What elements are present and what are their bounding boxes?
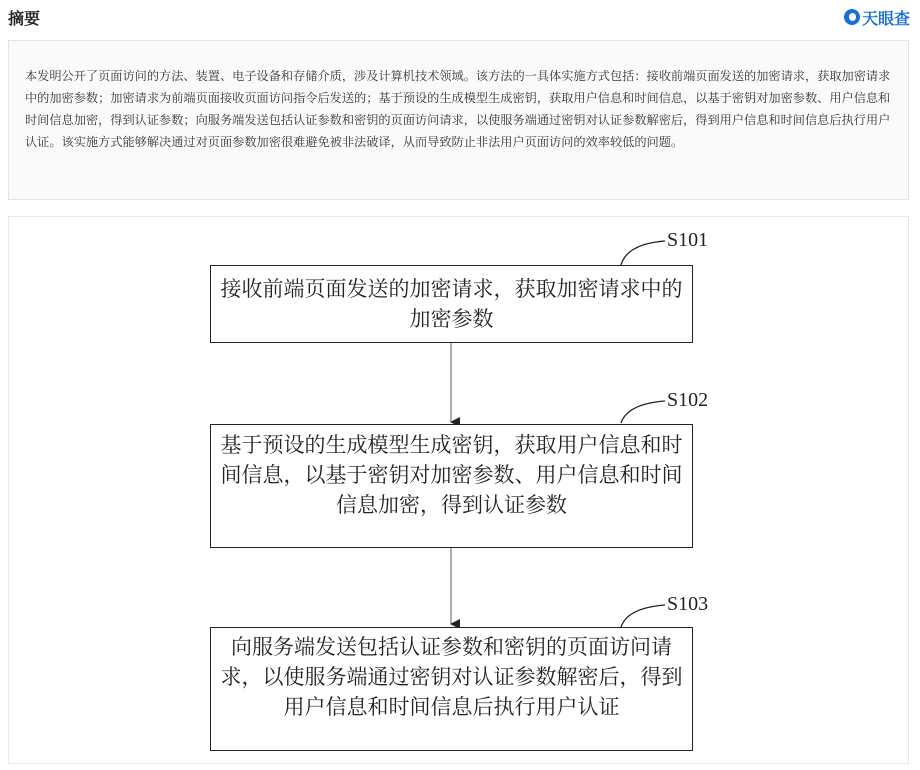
leader-s101 [621, 241, 665, 265]
step-label-s101: S101 [667, 229, 709, 251]
step-label-s102: S102 [667, 389, 709, 411]
abstract-text: 本发明公开了页面访问的方法、装置、电子设备和存储介质，涉及计算机技术领域。该方法的一具体实施方式包括：接收前端页面发送的加密请求，获取加密请求中的加密参数；加密请求为前端页面接收页面访问指令后发送的；基于预设的生成模型生成密钥，获取用户信息和时间信息，以基于密钥对加密参数、用户信息和时间信息加密，得到认证参数；向服务端发送包括认证参数和密钥的页面访问请求，以使服务端通过密钥对认证参数解密后，得到用户信息和时间信息后执行用户认证。该实施方式能够解决通过对页面参数加密很难避免被非法破译，从而导致防止非法用户页面访问的效率较低的问题。 [25, 69, 891, 149]
tianyancha-logo[interactable] [844, 6, 910, 28]
page-header [0, 0, 920, 34]
abstract-title: 摘要 [8, 9, 41, 28]
leader-s103 [621, 605, 665, 627]
step-box-s101 [210, 265, 693, 343]
abstract-box [8, 40, 909, 200]
patent-figure [8, 216, 909, 764]
step-box-s103 [210, 627, 693, 751]
step-text-s103: 向服务端发送包括认证参数和密钥的页面访问请求，以使服务端通过密钥对认证参数解密后，得到用户信息和时间信息后执行用户认证 [220, 635, 683, 719]
step-box-s102 [210, 424, 693, 548]
logo-text: 天眼查 [861, 8, 910, 28]
step-text-s101: 接收前端页面发送的加密请求，获取加密请求中的加密参数 [220, 277, 683, 331]
step-label-s103: S103 [667, 593, 709, 615]
step-text-s102: 基于预设的生成模型生成密钥，获取用户信息和时间信息，以基于密钥对加密参数、用户信息和时间信息加密，得到认证参数 [220, 433, 683, 517]
leader-s102 [621, 401, 665, 423]
tianyancha-logo-icon [844, 9, 860, 25]
